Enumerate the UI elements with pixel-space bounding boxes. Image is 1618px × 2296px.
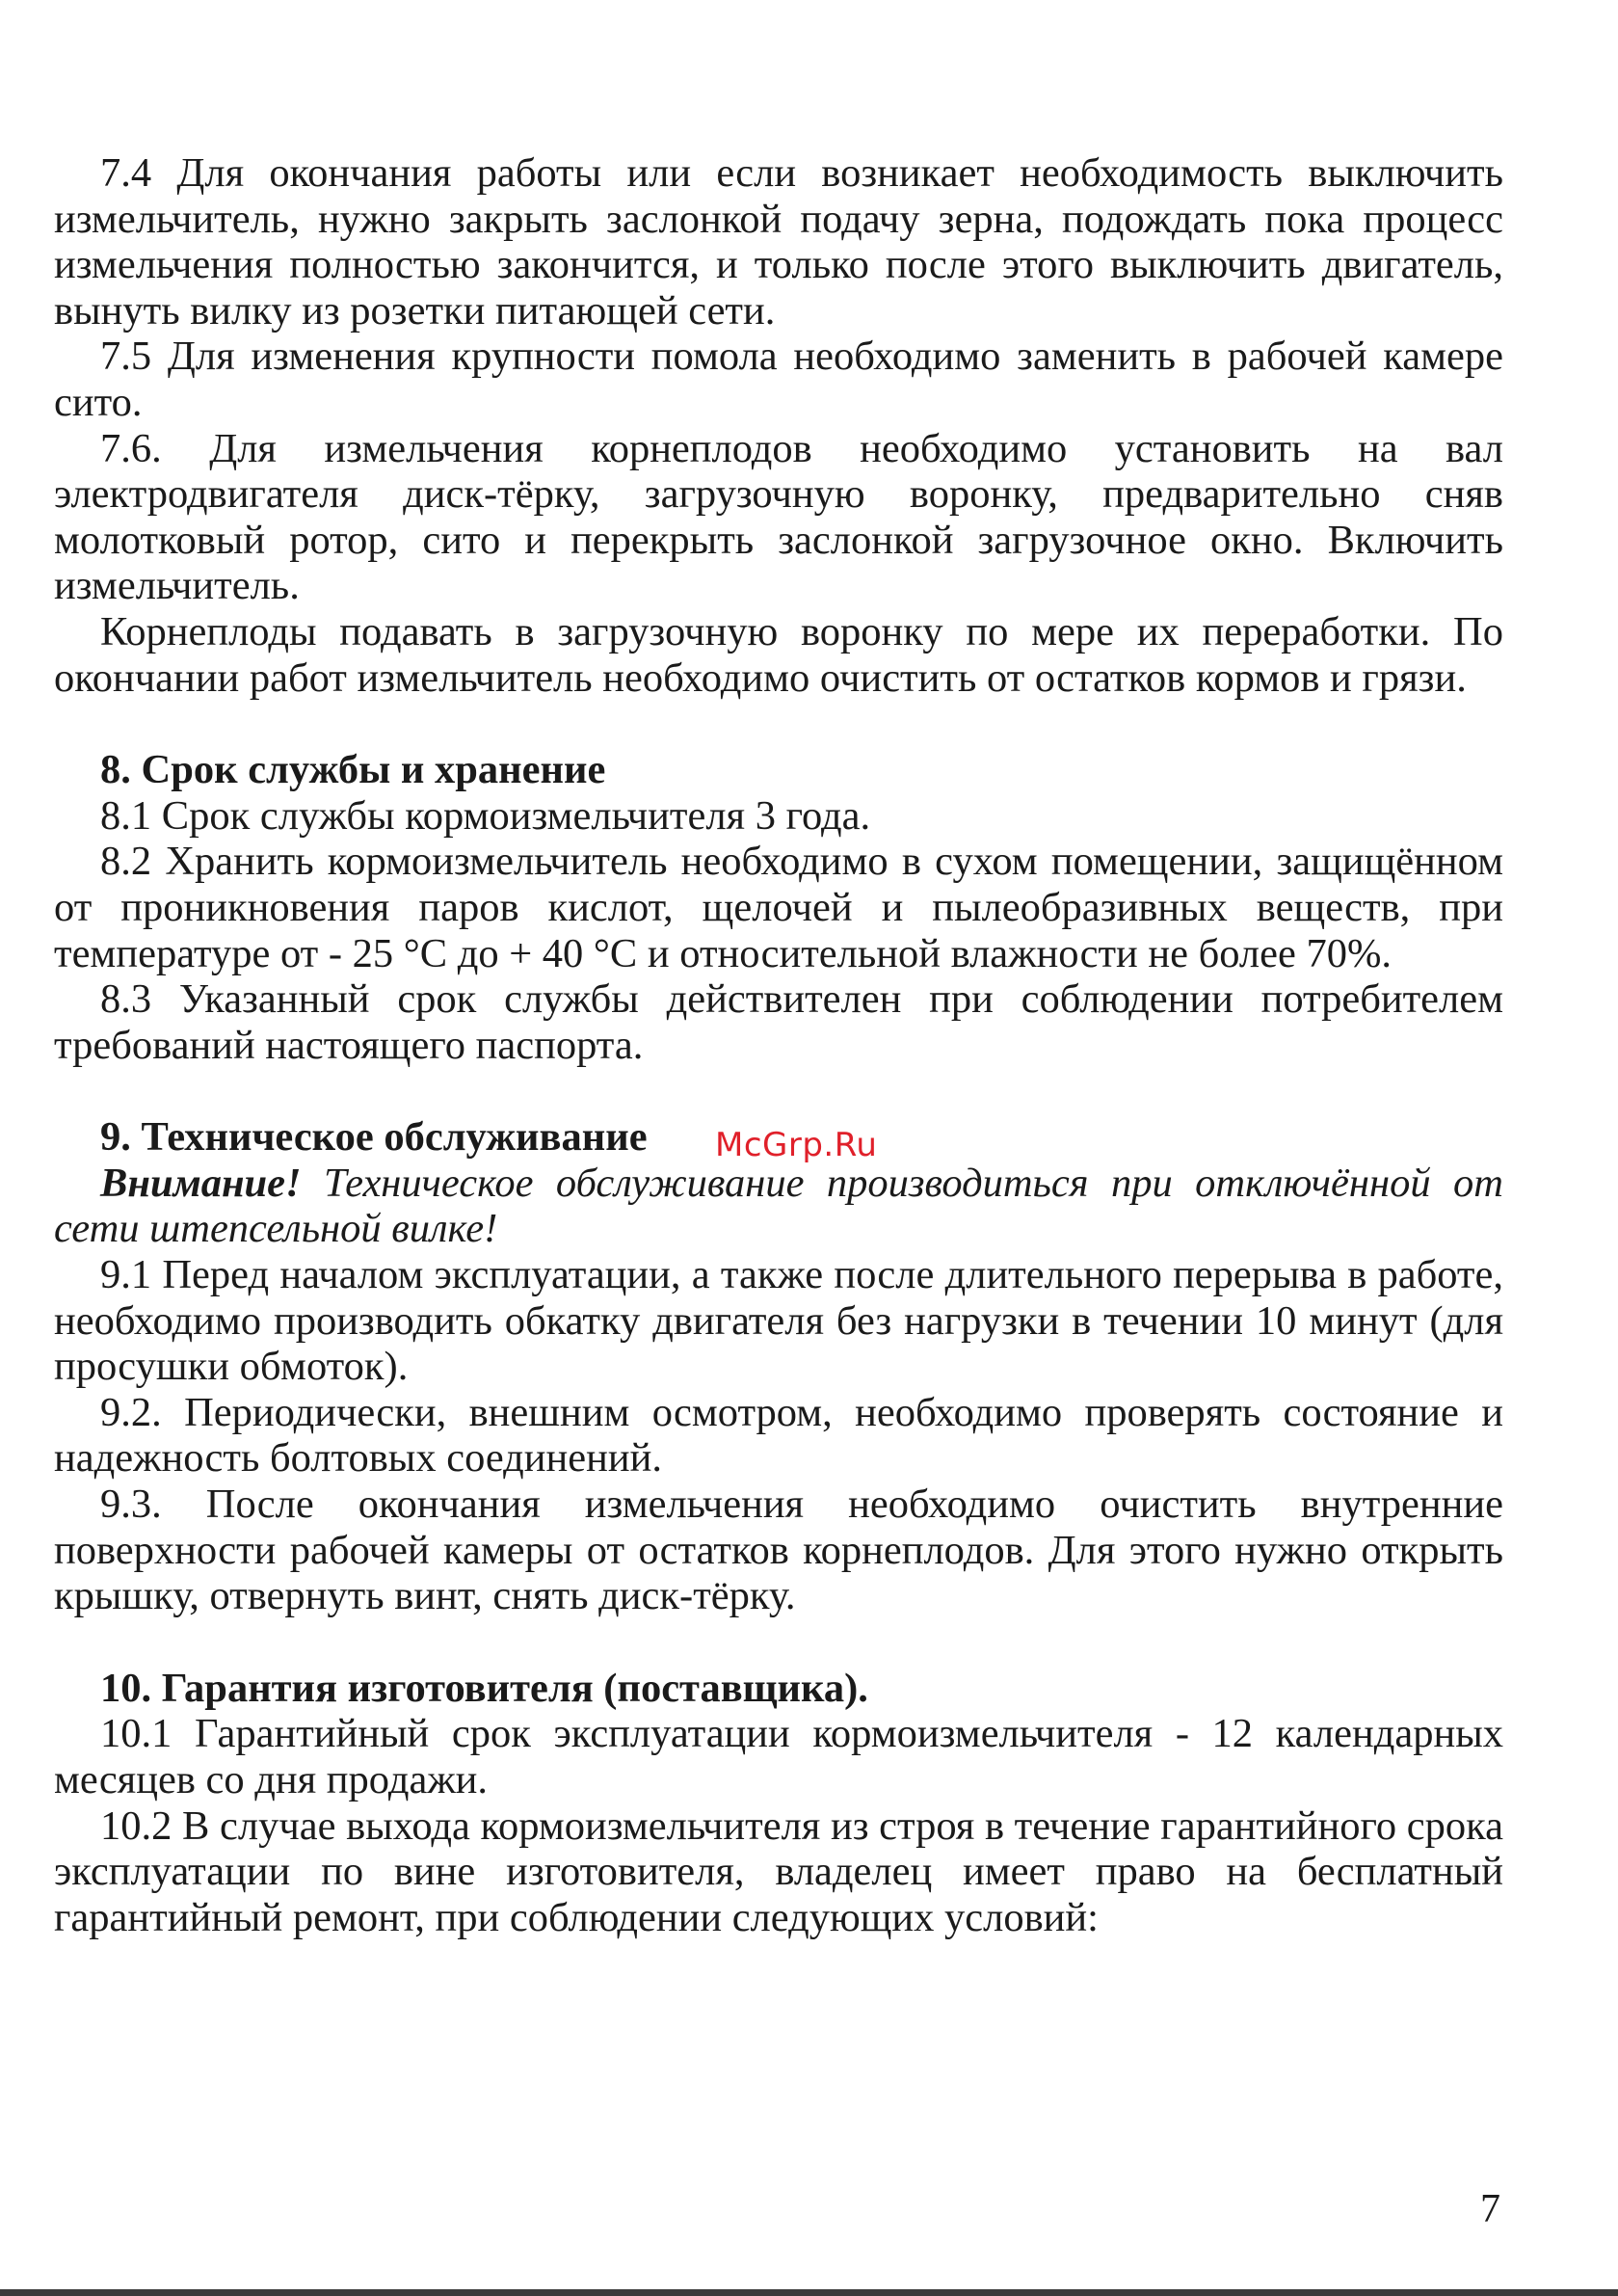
maintenance-warning [54, 1161, 1503, 1252]
paragraph-9-2: 9.2. Периодически, внешним осмотром, необходимо проверять состояние и надежность болтовых соединений. [54, 1389, 1503, 1482]
paragraph-8-2: 8.2 Хранить кормоизмельчитель необходимо в сухом помещении, защищённом от проникновения паров кислот, щелочей и пылеобразивных веществ, при температуре от - 25 °С до + 40 °С и относительной влажности не более 70%. [54, 839, 1503, 976]
warning-label: Внимание! [100, 1160, 302, 1206]
bottom-edge-rule [0, 2289, 1618, 2296]
paragraph-7-4: 7.4 Для окончания работы или если возникает необходимость выключить измельчитель, нужно закрыть заслонкой подачу зерна, подождать пока процесс измельчения полностью закончится, и только после этого выключить двигатель, вынуть вилку из розетки питающей сети. [54, 150, 1503, 334]
section-8 [54, 747, 1503, 1068]
section-10-heading: 10. Гарантия изготовителя (поставщика). [100, 1665, 868, 1711]
page-number: 7 [1480, 2187, 1500, 2231]
section-9 [54, 1114, 1503, 1619]
paragraph-7-6: 7.6. Для измельчения корнеплодов необходимо установить на вал электродвигателя диск-тёрку, загрузочную воронку, предварительно сняв молотковый ротор, сито и перекрыть заслонкой загрузочное окно. Включить измельчитель. [54, 425, 1503, 609]
section-10 [54, 1666, 1503, 1941]
paragraph-9-3: 9.3. После окончания измельчения необходимо очистить внутренние поверхности рабочей камеры от остатков корнеплодов. Для этого нужно открыть крышку, отвернуть винт, снять диск-тёрку. [54, 1482, 1503, 1619]
document-body [54, 150, 1503, 1940]
paragraph-10-1: 10.1 Гарантийный срок эксплуатации кормоизмельчителя - 12 календарных месяцев со дня продажи. [54, 1711, 1503, 1802]
paragraph-9-1: 9.1 Перед началом эксплуатации, а также после длительного перерыва в работе, необходимо производить обкатку двигателя без нагрузки в течении 10 минут (для просушки обмоток). [54, 1252, 1503, 1390]
watermark-logo: McGrp.Ru [715, 1126, 878, 1164]
paragraph-10-2: 10.2 В случае выхода кормоизмельчителя из строя в течение гарантийного срока эксплуатации по вине изготовителя, владелец имеет право на бесплатный гарантийный ремонт, при соблюдении следующих условий: [54, 1802, 1503, 1940]
paragraph-7-6-continued: Корнеплоды подавать в загрузочную воронку по мере их переработки. По окончании работ измельчитель необходимо очистить от остатков кормов и грязи. [54, 608, 1503, 701]
paragraph-8-1: 8.1 Срок службы кормоизмельчителя 3 года. [100, 792, 871, 839]
warning-text: Техническое обслуживание производиться при отключённой от сети штепсельной вилке! [54, 1160, 1503, 1252]
section-8-heading: 8. Срок службы и хранение [100, 747, 606, 793]
section-7 [54, 150, 1503, 701]
paragraph-7-5: 7.5 Для изменения крупности помола необходимо заменить в рабочей камере сито. [54, 334, 1503, 425]
paragraph-8-3: 8.3 Указанный срок службы действителен при соблюдении потребителем требований настоящего паспорта. [54, 976, 1503, 1068]
section-9-heading: 9. Техническое обслуживание [100, 1114, 648, 1161]
